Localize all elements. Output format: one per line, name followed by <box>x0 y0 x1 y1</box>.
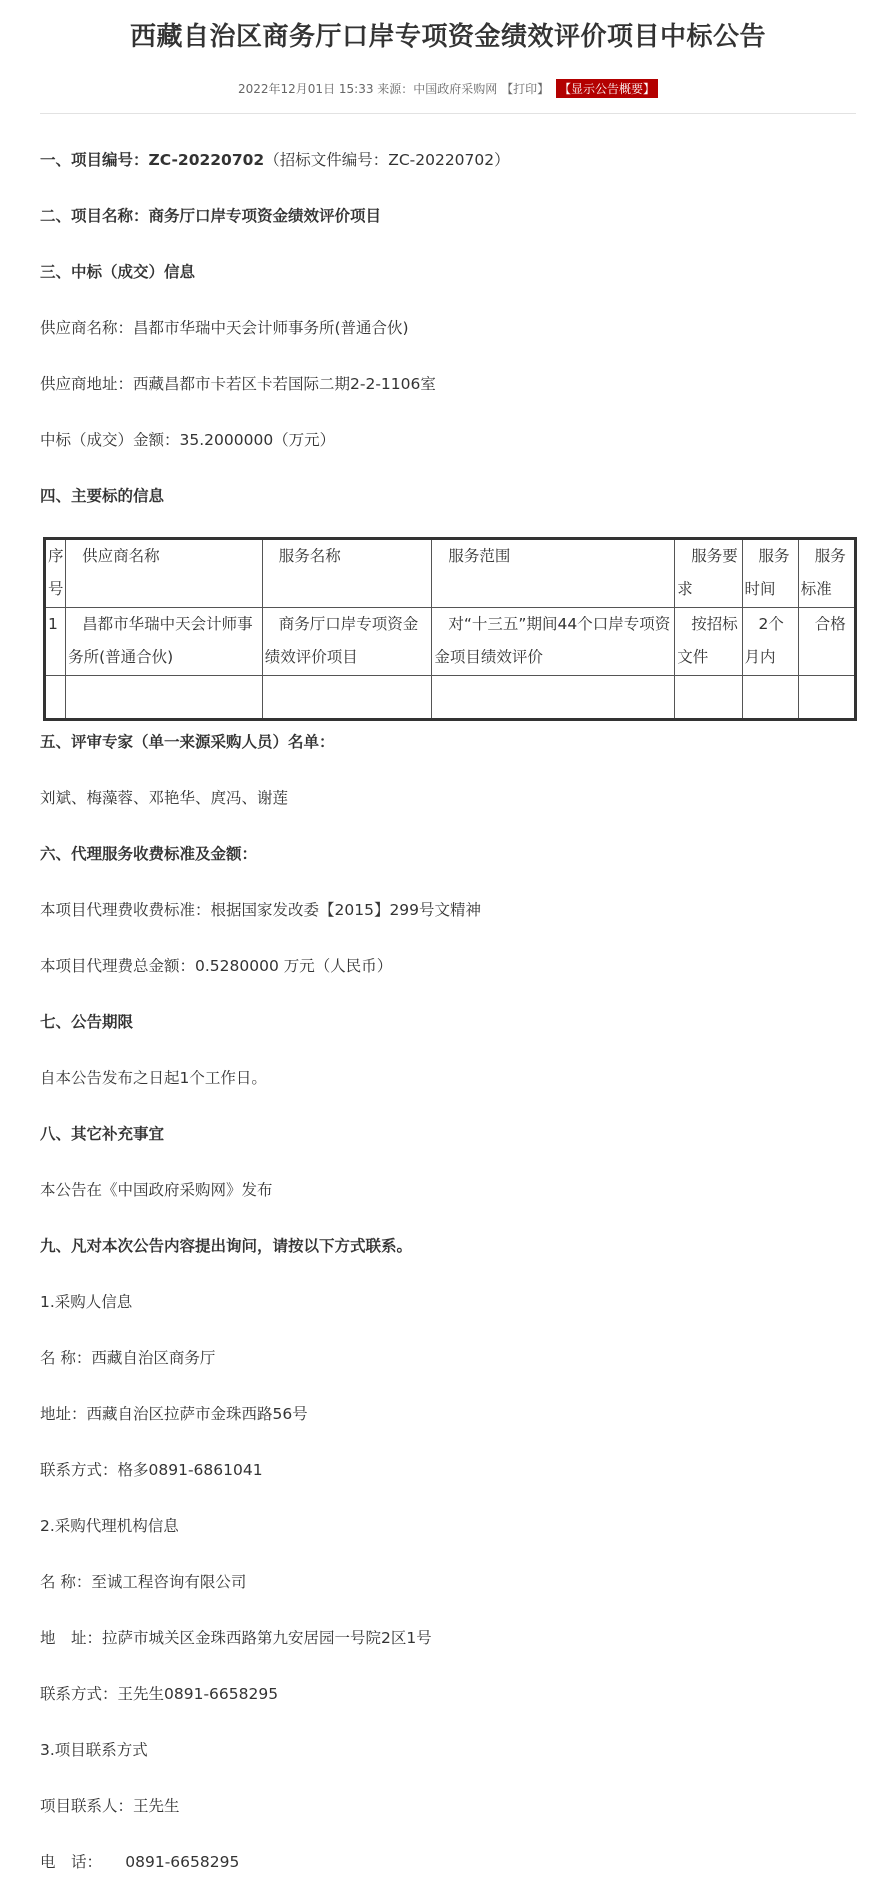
meta-line <box>40 79 856 98</box>
table-cell <box>675 676 742 720</box>
page-title: 西藏自治区商务厅口岸专项资金绩效评价项目中标公告 <box>129 22 766 52</box>
table-header-cell: 服务名称 <box>262 539 432 608</box>
purchaser-contact: 联系方式：格多0891-6861041 <box>40 1461 263 1479</box>
supplier-name: 供应商名称：昌都市华瑞中天会计师事务所(普通合伙) <box>40 319 409 337</box>
table-cell: 2个月内 <box>742 608 798 676</box>
table-cell <box>798 676 855 720</box>
table-header-cell: 服务范围 <box>432 539 675 608</box>
project-number-label: 一、项目编号： <box>40 151 149 169</box>
agency-fee-total: 本项目代理费总金额：0.5280000 万元（人民币） <box>40 957 393 975</box>
table-header-cell: 供应商名称 <box>66 539 263 608</box>
section-agency-fee-heading: 六、代理服务收费标准及金额： <box>40 845 258 863</box>
section-notice-period-heading: 七、公告期限 <box>40 1013 134 1031</box>
table-cell: 昌都市华瑞中天会计师事务所(普通合伙) <box>66 608 263 676</box>
table-row <box>45 608 856 676</box>
table-header-cell: 服务时间 <box>742 539 798 608</box>
section-supplementary-heading: 八、其它补充事宜 <box>40 1125 165 1143</box>
agency-fee-standard: 本项目代理费收费标准：根据国家发改委【2015】299号文精神 <box>40 901 482 919</box>
table-cell <box>432 676 675 720</box>
project-number-code: ZC-20220702 <box>148 151 265 169</box>
table-cell <box>45 676 66 720</box>
table-cell: 对“十三五”期间44个口岸专项资金项目绩效评价 <box>432 608 675 676</box>
publish-date: 2022年12月01日 15:33 <box>237 82 374 96</box>
section-experts-heading: 五、评审专家（单一来源采购人员）名单： <box>40 733 335 751</box>
print-link[interactable]: 【打印】 <box>501 82 550 96</box>
purchaser-info-title: 1.采购人信息 <box>40 1293 133 1311</box>
table-cell <box>742 676 798 720</box>
project-contact-person: 项目联系人：王先生 <box>40 1797 180 1815</box>
supplementary-text: 本公告在《中国政府采购网》发布 <box>40 1181 273 1199</box>
project-contact-title: 3.项目联系方式 <box>40 1741 148 1759</box>
purchaser-name: 名 称：西藏自治区商务厅 <box>40 1349 216 1367</box>
source-text: 来源：中国政府采购网 <box>377 82 498 96</box>
agency-address: 地 址：拉萨市城关区金珠西路第九安居园一号院2区1号 <box>40 1629 432 1647</box>
notice-period-text: 自本公告发布之日起1个工作日。 <box>40 1069 267 1087</box>
agency-info-title: 2.采购代理机构信息 <box>40 1517 179 1535</box>
table-cell: 1 <box>45 608 66 676</box>
table-cell <box>262 676 432 720</box>
table-cell: 合格 <box>798 608 855 676</box>
table-cell <box>66 676 263 720</box>
table-header-cell: 序号 <box>45 539 66 608</box>
main-items-table <box>43 537 857 721</box>
header-divider <box>40 113 856 114</box>
show-summary-button[interactable]: 【显示公告概要】 <box>556 79 658 98</box>
table-cell: 商务厅口岸专项资金绩效评价项目 <box>262 608 432 676</box>
project-name: 二、项目名称：商务厅口岸专项资金绩效评价项目 <box>40 207 382 225</box>
tender-file-number: （招标文件编号：ZC-20220702） <box>264 151 510 169</box>
supplier-address: 供应商地址：西藏昌都市卡若区卡若国际二期2-2-1106室 <box>40 375 436 393</box>
project-number <box>40 149 510 171</box>
award-amount: 中标（成交）金额：35.2000000（万元） <box>40 431 336 449</box>
expert-names: 刘斌、梅藻蓉、邓艳华、庹冯、谢莲 <box>40 789 289 807</box>
agency-name: 名 称：至诚工程咨询有限公司 <box>40 1573 247 1591</box>
table-header-cell: 服务要求 <box>675 539 742 608</box>
table-empty-row <box>45 676 856 720</box>
table-header-cell: 服务标准 <box>798 539 855 608</box>
purchaser-address: 地址：西藏自治区拉萨市金珠西路56号 <box>40 1405 308 1423</box>
section-main-items-heading: 四、主要标的信息 <box>40 487 165 505</box>
section-award-heading: 三、中标（成交）信息 <box>40 263 196 281</box>
project-contact-phone: 电 话： 0891-6658295 <box>40 1853 240 1871</box>
section-contact-heading: 九、凡对本次公告内容提出询问，请按以下方式联系。 <box>40 1237 413 1255</box>
table-cell: 按招标文件 <box>675 608 742 676</box>
agency-contact: 联系方式：王先生0891-6658295 <box>40 1685 279 1703</box>
table-header-row <box>45 539 856 608</box>
